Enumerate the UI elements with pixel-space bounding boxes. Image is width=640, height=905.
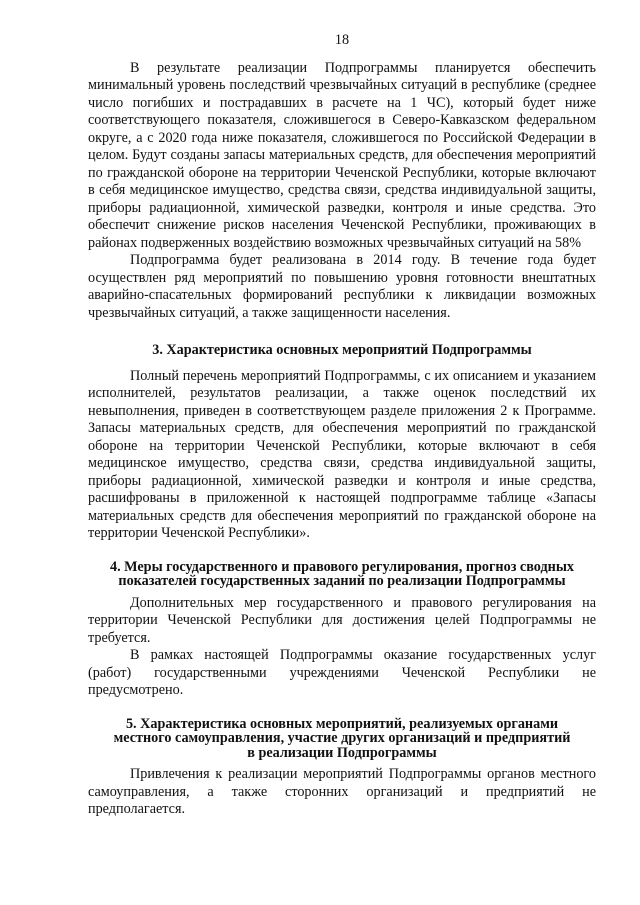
section-4-heading (88, 560, 596, 589)
section-4-paragraph-measures: Дополнительных мер государственного и правового регулирования на территории Чеченской Республики для достижения целей Подпрограммы не требуется. (88, 594, 596, 646)
paragraph-implementation: Подпрограмма будет реализована в 2014 году. В течение года будет осуществлен ряд мероприятий по повышению уровня готовности внештатных аварийно-спасательных формирований республики к ликвидации возможных чрезвычайных ситуаций, а также защищенности населения. (88, 252, 596, 321)
section-4-paragraph-services: В рамках настоящей Подпрограммы оказание государственных услуг (работ) государственными учреждениями Чеченской Республики не предусмотрено. (88, 647, 596, 698)
section-5-heading-line-1: 5. Характеристика основных мероприятий, реализуемых органами (125, 715, 559, 732)
section-4-heading-line-1: 4. Меры государственного и правового регулирования, прогноз сводных (109, 558, 575, 575)
section-3-heading: 3. Характеристика основных мероприятий Подпрограммы (152, 342, 532, 358)
section-5-heading-line-3: в реализации Подпрограммы (247, 744, 437, 761)
page-number: 18 (334, 32, 350, 48)
section-4-heading-line-2: показателей государственных заданий по реализации Подпрограммы (118, 573, 566, 589)
document-page (88, 32, 596, 819)
paragraph-results: В результате реализации Подпрограммы планируется обеспечить минимальный уровень последствий чрезвычайных ситуаций в республике (среднее число погибших и пострадавших в расчете на 1 ЧС), который будет ниже соответствующего показателя, сложившегося в Северо-Кавказском федеральном округе, а с 2020 года ниже показателя, сложившегося по Российской Федерации в целом. Будут созданы запасы материальных средств, для обеспечения мероприятий по гражданской обороне на территории Чеченской Республики, которые включают в себя медицинское имущество, средства связи, средства индивидуальной защиты, приборы радиационной, химической разведки, контроля и иные средства. Это обеспечит снижение рисков населения Чеченской Республики, проживающих в районах подверженных воздействию возможных чрезвычайных ситуаций на 58% (88, 59, 596, 251)
section-5-heading-line-2: местного самоуправления, участие других организаций и предприятий (113, 730, 571, 746)
section-3-paragraph: Полный перечень мероприятий Подпрограммы, с их описанием и указанием исполнителей, результатов реализации, а также оценок последствий их невыполнения, приведен в соответствующем разделе приложения 2 к Программе. Запасы материальных средств, для обеспечения мероприятий по гражданской обороне на территории Чеченской Республики, которые включают в себя медицинское имущество, средства связи, средства индивидуальной защиты, приборы радиационной, химической разведки и контроля и иные средства, расшифрованы в приложенной к настоящей подпрограмме таблице «Запасы материальных средств для обеспечения мероприятий по гражданской обороне на территории Чеченской Республики». (88, 367, 596, 541)
section-5-paragraph: Привлечения к реализации мероприятий Подпрограммы органов местного самоуправления, а также сторонних организаций и предприятий не предполагается. (88, 766, 596, 817)
section-5-heading (88, 717, 596, 761)
